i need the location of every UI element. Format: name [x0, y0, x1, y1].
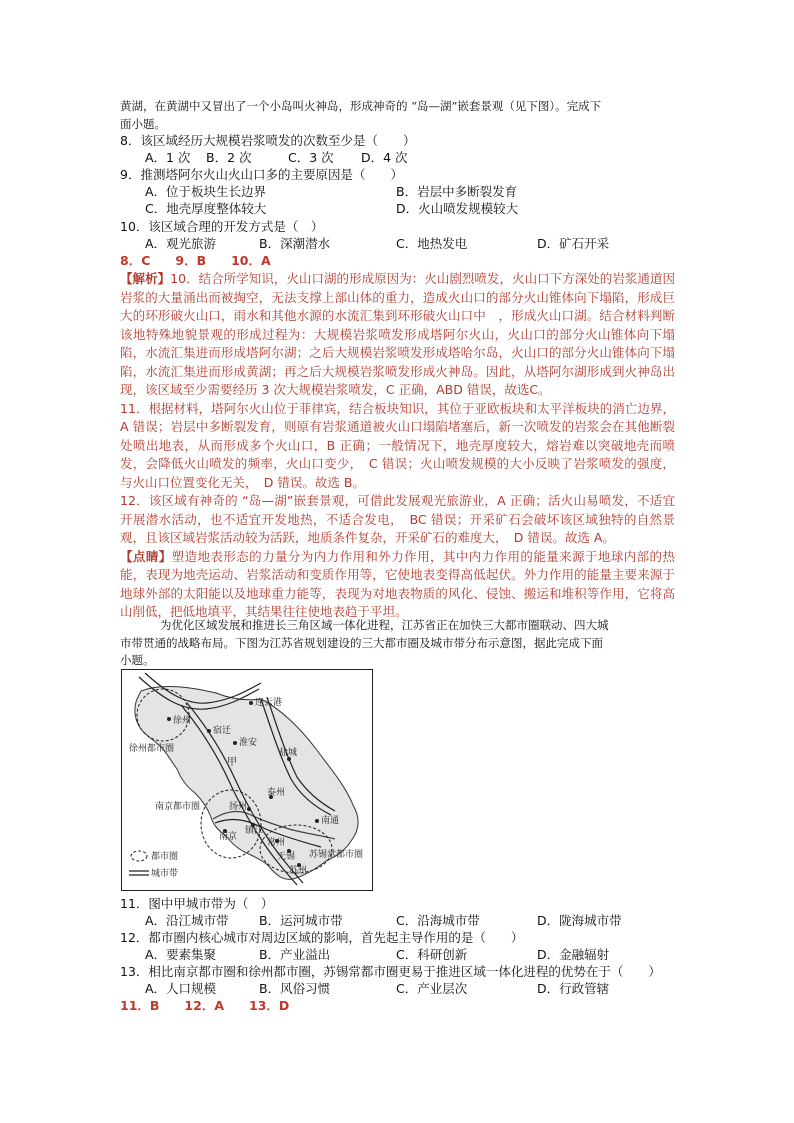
- explanation-q10-text: 10．结合所学知识，火山口湖的形成原因为：火山剧烈喷发，火山口下方深处的岩浆通道因岩浆的大量涌出而被掏空，无法支撑上部山体的重力，造成火山口的部分火山锥体向下塌陷，形成巨大的环形破火山口，雨水和其他水源的水流汇集到环形破火山口中 ，形成火山口湖。结合材料判断该地特殊地貌景观的形成过程为：大规模岩浆喷发形成塔阿尔火山，火山口的部分火山锥体向下塌陷，水流汇集进而形成塔阿尔湖；之后大规模岩浆喷发形成塔哈尔岛，火山口的部分火山锥体向下塌陷，水流汇集进而形成黄湖；再之后大规模岩浆喷发形成火神岛。因此，从塔阿尔湖形成到火神岛出现，该区域至少需要经历 3 次大规模岩浆喷发，C 正确，ABD 错误，故选C。: [120, 271, 675, 397]
- label-yancheng: 盐城: [279, 748, 298, 758]
- answers-11-13: 11．B 12．A 13．D: [120, 998, 290, 1013]
- label-suqian: 宿迁: [213, 726, 232, 736]
- intro-line-2: 面小题。: [120, 117, 166, 131]
- question-12-option-d: D．金融辐射: [537, 947, 610, 962]
- city-dot-yangzhou: [247, 807, 251, 811]
- question-13-option-d: D．行政管辖: [537, 981, 610, 996]
- city-dot-lianyungang: [249, 701, 253, 705]
- question-12-option-c: C．科研创新: [396, 947, 468, 962]
- question-10-option-c: C．地热发电: [396, 236, 468, 251]
- label-nantong: 南通: [321, 816, 340, 826]
- question-13-option-b: B．风俗习惯: [259, 981, 331, 996]
- question-13-option-a: A．人口规模: [145, 981, 217, 996]
- label-taizhou: 泰州: [267, 788, 286, 798]
- label-xuzhou: 徐州: [173, 716, 192, 726]
- label-xuzhou-ring: 徐州都市圈: [129, 744, 175, 754]
- legend-circle-label: 都市圈: [151, 852, 179, 862]
- question-13-stem: 13．相比南京都市圈和徐州都市圈，苏锡常都市圈更易于推进区域一体化进程的优势在于（ ）: [120, 964, 661, 979]
- question-12-stem: 12．都市圈内核心城市对周边区域的影响，首先起主导作用的是（ ）: [120, 930, 524, 945]
- question-10-option-a: A．观光旅游: [145, 236, 217, 251]
- question-11-option-b: B．运河城市带: [259, 913, 343, 928]
- question-8-option-b: B．2 次: [206, 150, 252, 165]
- question-11-option-d: D．陇海城市带: [537, 913, 622, 928]
- explanation-tag: 【解析】: [120, 271, 171, 286]
- question-9-option-c: C．地壳厚度整体较大: [145, 201, 267, 216]
- label-lianyungang: 连云港: [255, 698, 283, 708]
- question-12-option-a: A．要素集聚: [145, 947, 217, 962]
- question-11-stem: 11．图中甲城市带为（ ）: [120, 896, 274, 911]
- city-dot-nantong: [315, 819, 319, 823]
- question-13-option-c: C．产业层次: [396, 981, 468, 996]
- city-dot-huaian: [233, 741, 237, 745]
- answers-8-10: 8．C 9．B 10．A: [120, 253, 271, 268]
- explanation-q12: 12．该区域有神奇的 “岛—湖”嵌套景观，可借此发展观光旅游业，A 正确；活火山易喷发，不适宜开展潜水活动，也不适宜开发地热，不适合发电， BC 错误；开采矿石会破坏该区域独特的自然景观，且该区域岩浆活动较为活跃，地质条件复杂，开采矿石的难度大， D 错误。故选 A。: [120, 493, 675, 545]
- jiangsu-map: [121, 669, 373, 891]
- key-point-text: 塑造地表形态的力量分为内力作用和外力作用，其中内力作用的能量来源于地球内部的热能，表现为地壳运动、岩浆活动和变质作用等，它使地表变得高低起伏。外力作用的能量主要来源于地球外部的太阳能以及地球重力能等，表现为对地表物质的风化、侵蚀、搬运和堆积等作用，它将高山削低，把低地填平，其结果往往使地表趋于平坦。: [120, 548, 675, 619]
- intro2-line-1: 为优化区域发展和推进长三角区域一体化进程，江苏省正在加快三大都市圈联动、四大城: [160, 618, 609, 632]
- question-9-option-d: D．火山喷发规模较大: [396, 201, 519, 216]
- question-9-option-b: B．岩层中多断裂发育: [396, 184, 518, 199]
- explanation-q10: [120, 270, 675, 400]
- jiangsu-map-svg: [121, 669, 373, 891]
- intro-line-1: 黄湖，在黄湖中又冒出了一个小岛叫火神岛，形成神奇的 “岛—湖”嵌套景观（见下图）。完成下: [120, 99, 602, 113]
- explanation-block: [120, 270, 675, 622]
- question-9-stem: 9．推测塔阿尔火山火山口多的主要原因是（ ）: [120, 167, 403, 182]
- question-10-option-d: D．矿石开采: [537, 236, 610, 251]
- intro2-line-2: 市带贯通的战略布局。下图为江苏省规划建设的三大都市圈及城市带分布示意图，据此完成下面: [120, 636, 603, 650]
- question-10-stem: 10．该区域合理的开发方式是（ ）: [120, 219, 324, 234]
- key-point-tag: 【点睛】: [120, 548, 172, 564]
- intro2-line-3: 小题。: [120, 653, 155, 667]
- label-yangzhou: 扬州: [229, 802, 248, 812]
- question-8-stem: 8．该区域经历大规模岩浆喷发的次数至少是（ ）: [120, 133, 416, 148]
- label-changzhou: 常州: [267, 838, 286, 848]
- question-11-option-c: C．沿海城市带: [396, 913, 480, 928]
- question-8-option-a: A．1 次: [145, 150, 191, 165]
- label-jia: 甲: [227, 757, 237, 768]
- label-wuxi: 无锡: [277, 852, 296, 862]
- question-11-option-a: A．沿江城市带: [145, 913, 229, 928]
- label-nanjing: 南京: [219, 832, 238, 842]
- question-10-option-b: B．深潮潜水: [259, 236, 331, 251]
- label-huaian: 淮安: [239, 738, 258, 748]
- city-dot-xuzhou: [167, 717, 171, 721]
- question-8-option-d: D．4 次: [361, 150, 408, 165]
- city-dot-suqian: [207, 729, 211, 733]
- label-zhenjiang: 镇江: [245, 826, 264, 836]
- explanation-q11: 11．根据材料，塔阿尔火山位于菲律宾，结合板块知识，其位于亚欧板块和太平洋板块的消亡边界，A 错误；岩层中多断裂发育，则原有岩浆通道被火山口塌陷堵塞后，新一次喷发的岩浆会在其他断裂处喷出地表，从而形成多个火山口，B 正确；一般情况下，地壳厚度较大，熔岩难以突破地壳而喷发，会降低火山喷发的频率，火山口变少， C 错误；火山喷发规模的大小反映了岩浆喷发的强度，与火山口位置变化无关， D 错误。故选 B。: [120, 400, 675, 490]
- question-8-option-c: C．3 次: [288, 150, 334, 165]
- key-point: [120, 548, 675, 622]
- label-suzhou: 苏州: [289, 866, 308, 876]
- question-9-option-a: A．位于板块生长边界: [145, 184, 267, 199]
- label-nanjing-ring: 南京都市圈: [155, 802, 201, 812]
- legend-belt-label: 城市带: [151, 869, 179, 879]
- question-12-option-b: B．产业溢出: [259, 947, 331, 962]
- label-sxc-ring: 苏锡常都市圈: [309, 850, 364, 860]
